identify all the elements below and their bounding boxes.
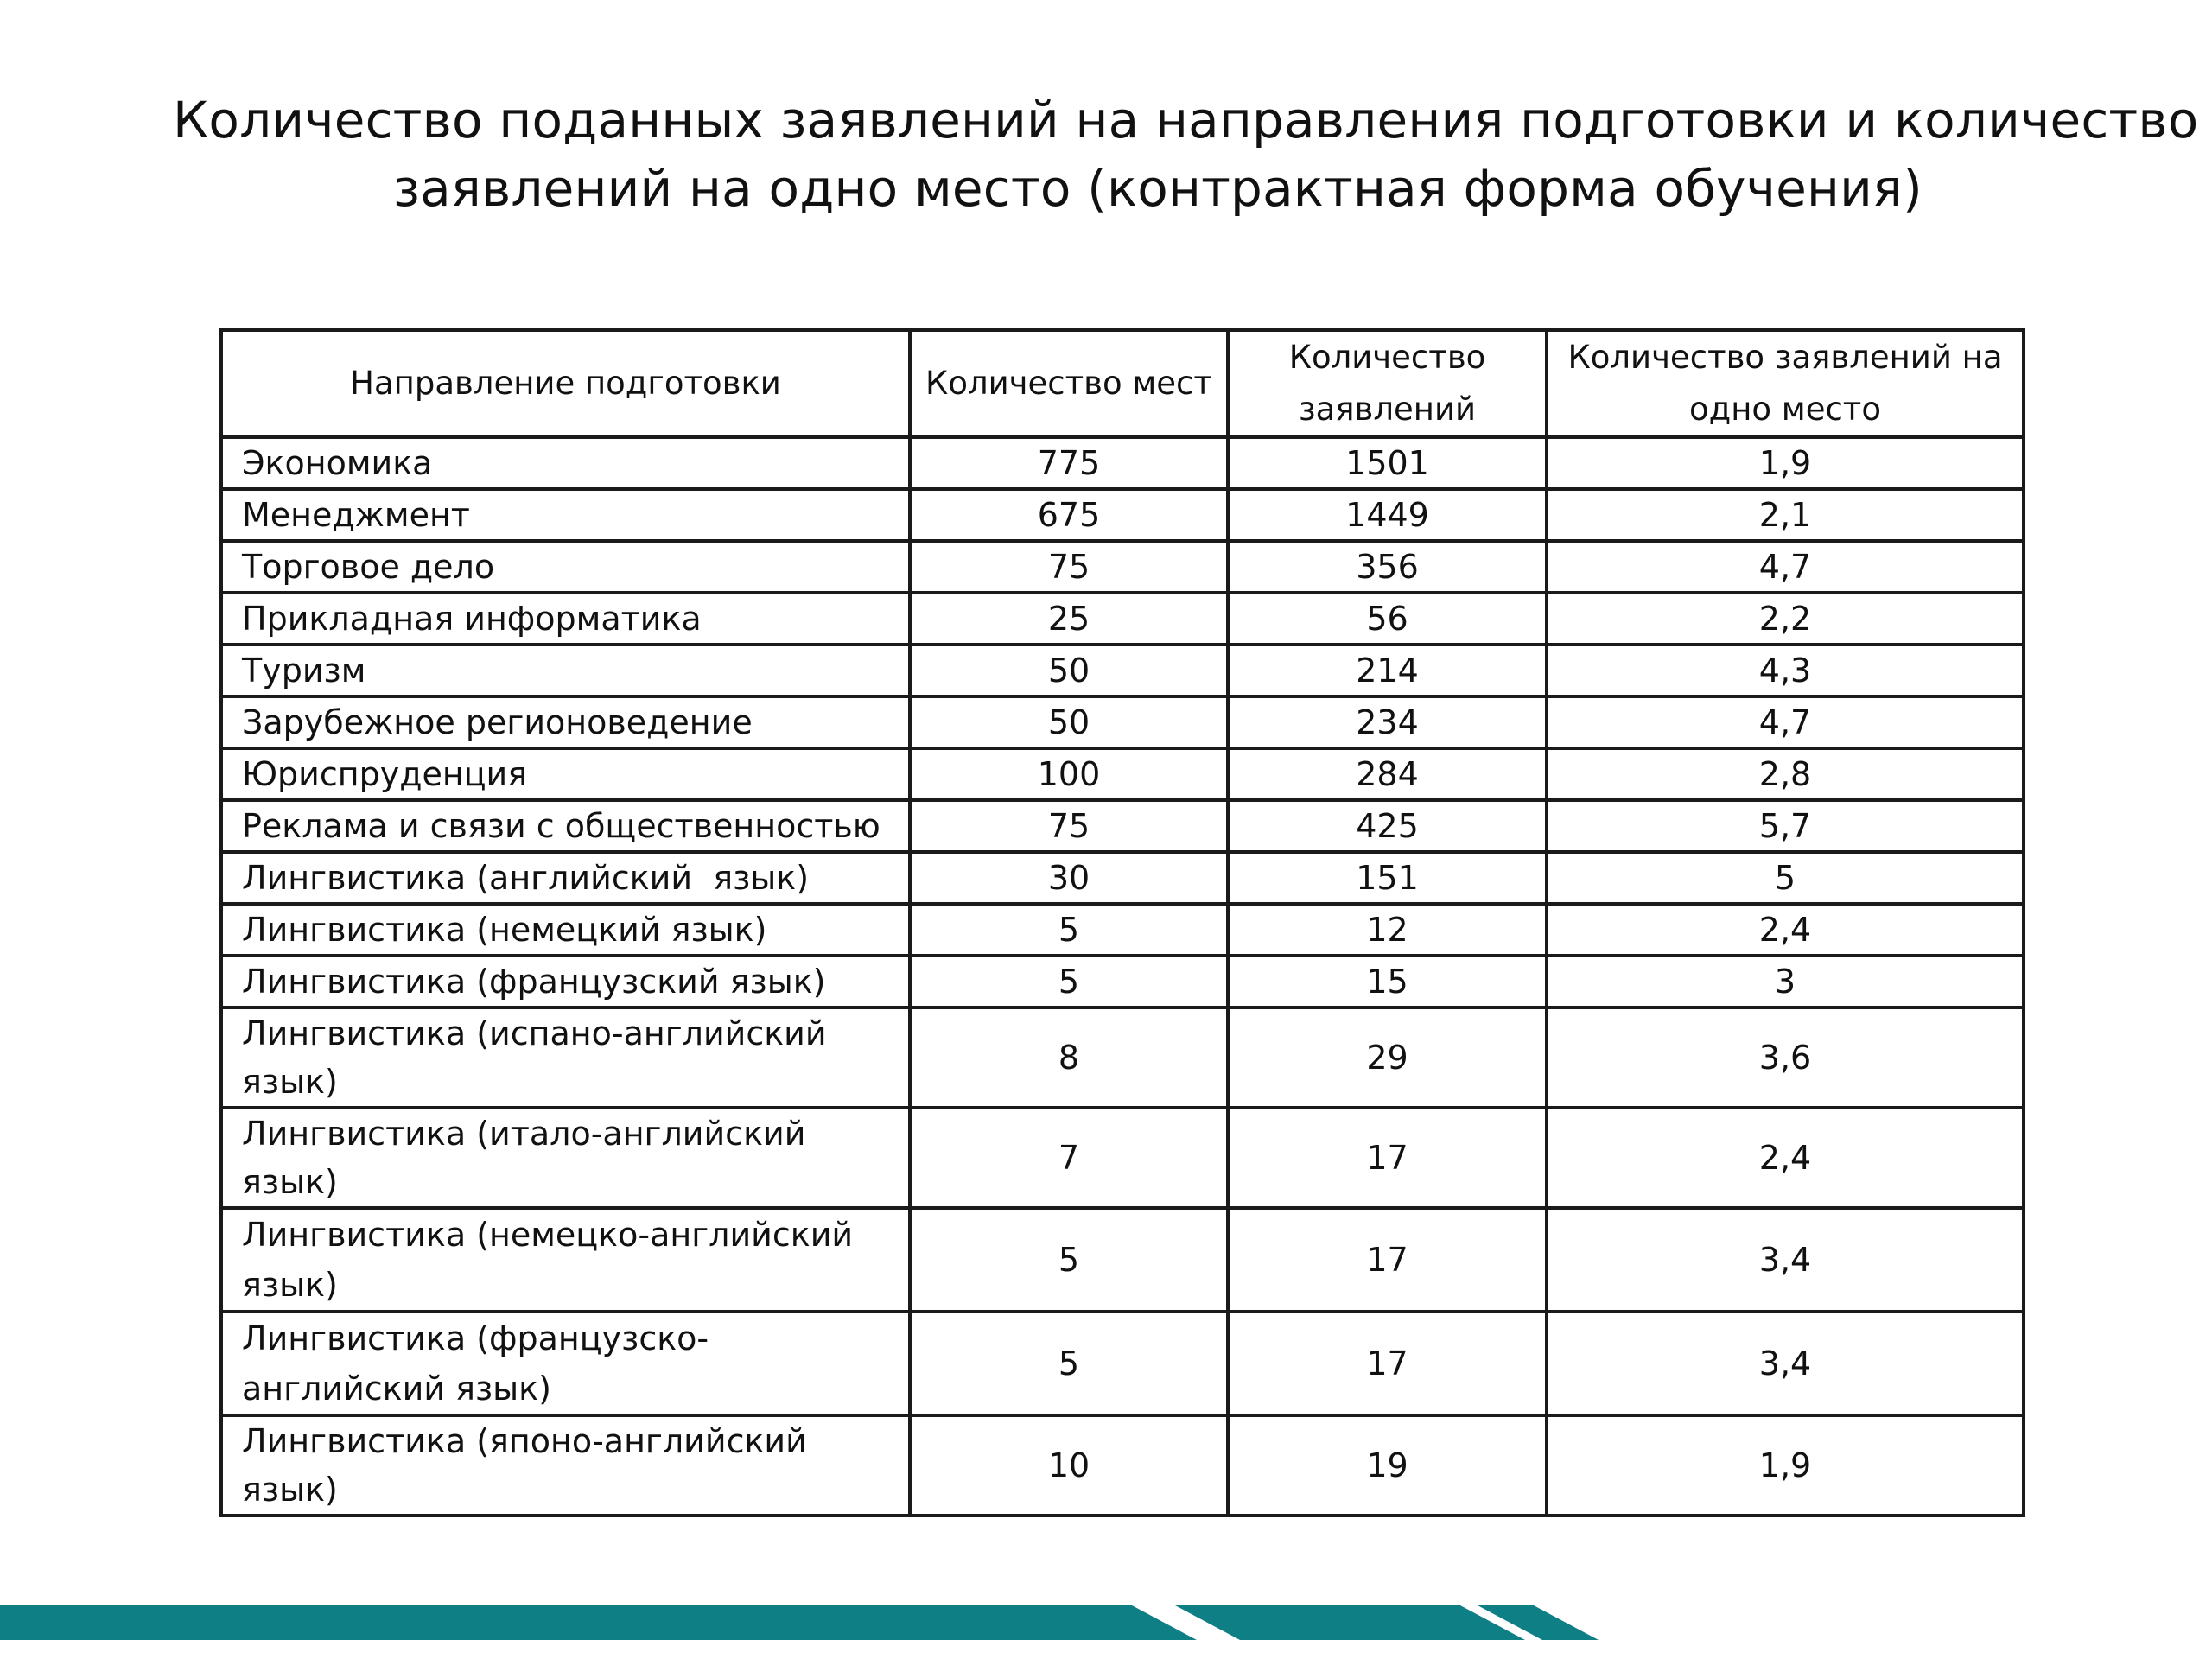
header-direction: Направление подготовки <box>221 330 910 437</box>
cell-direction: Лингвистика (японо-английский язык) <box>221 1415 910 1516</box>
table-row <box>221 645 2024 696</box>
table-row <box>221 904 2024 956</box>
cell-per-place: 2,4 <box>1547 1108 2024 1208</box>
table-row <box>221 1208 2024 1312</box>
cell-places: 75 <box>910 800 1228 852</box>
cell-per-place: 1,9 <box>1547 437 2024 489</box>
cell-applications: 12 <box>1228 904 1547 956</box>
cell-direction: Прикладная информатика <box>221 593 910 645</box>
table-row <box>221 1312 2024 1415</box>
cell-places: 775 <box>910 437 1228 489</box>
cell-places: 30 <box>910 852 1228 904</box>
footer-stripe-2 <box>1175 1605 1525 1640</box>
cell-places: 75 <box>910 541 1228 593</box>
table-row <box>221 593 2024 645</box>
cell-places: 5 <box>910 1208 1228 1312</box>
cell-per-place: 3 <box>1547 956 2024 1007</box>
cell-applications: 56 <box>1228 593 1547 645</box>
cell-direction: Юриспруденция <box>221 748 910 800</box>
cell-direction: Лингвистика (французский язык) <box>221 956 910 1007</box>
cell-applications: 151 <box>1228 852 1547 904</box>
cell-direction: Лингвистика (итало-английский язык) <box>221 1108 910 1208</box>
cell-per-place: 4,7 <box>1547 696 2024 748</box>
header-applications: Количество заявлений <box>1228 330 1547 437</box>
cell-direction: Экономика <box>221 437 910 489</box>
cell-places: 5 <box>910 956 1228 1007</box>
page-title <box>173 86 2199 223</box>
cell-applications: 19 <box>1228 1415 1547 1516</box>
cell-applications: 1449 <box>1228 489 1547 541</box>
header-per-place: Количество заявлений на одно место <box>1547 330 2024 437</box>
cell-per-place: 5 <box>1547 852 2024 904</box>
table-header-row <box>221 330 2024 437</box>
table-row <box>221 541 2024 593</box>
cell-places: 50 <box>910 696 1228 748</box>
cell-applications: 284 <box>1228 748 1547 800</box>
title-line-1: Количество поданных заявлений на направления подготовки и количество <box>173 91 2199 149</box>
cell-direction: Менеджмент <box>221 489 910 541</box>
cell-direction: Лингвистика (французско-английский язык) <box>221 1312 910 1415</box>
cell-places: 8 <box>910 1007 1228 1108</box>
cell-per-place: 3,4 <box>1547 1208 2024 1312</box>
cell-per-place: 5,7 <box>1547 800 2024 852</box>
cell-applications: 15 <box>1228 956 1547 1007</box>
cell-applications: 234 <box>1228 696 1547 748</box>
cell-per-place: 1,9 <box>1547 1415 2024 1516</box>
cell-direction: Торговое дело <box>221 541 910 593</box>
cell-places: 5 <box>910 904 1228 956</box>
cell-per-place: 2,8 <box>1547 748 2024 800</box>
cell-direction: Зарубежное регионоведение <box>221 696 910 748</box>
header-places: Количество мест <box>910 330 1228 437</box>
cell-direction: Реклама и связи с общественностью <box>221 800 910 852</box>
cell-per-place: 3,6 <box>1547 1007 2024 1108</box>
cell-places: 25 <box>910 593 1228 645</box>
cell-places: 7 <box>910 1108 1228 1208</box>
table-row <box>221 956 2024 1007</box>
cell-per-place: 3,4 <box>1547 1312 2024 1415</box>
cell-applications: 17 <box>1228 1208 1547 1312</box>
table-row <box>221 1007 2024 1108</box>
table-row <box>221 1108 2024 1208</box>
table-row <box>221 489 2024 541</box>
cell-places: 10 <box>910 1415 1228 1516</box>
cell-places: 50 <box>910 645 1228 696</box>
footer-stripe-1 <box>0 1605 1197 1640</box>
cell-applications: 1501 <box>1228 437 1547 489</box>
cell-per-place: 4,3 <box>1547 645 2024 696</box>
cell-direction: Лингвистика (английский язык) <box>221 852 910 904</box>
table-row <box>221 800 2024 852</box>
cell-per-place: 2,2 <box>1547 593 2024 645</box>
cell-applications: 214 <box>1228 645 1547 696</box>
cell-per-place: 2,1 <box>1547 489 2024 541</box>
cell-direction: Лингвистика (немецкий язык) <box>221 904 910 956</box>
table-row <box>221 1415 2024 1516</box>
cell-per-place: 4,7 <box>1547 541 2024 593</box>
cell-direction: Лингвистика (немецко-английский язык) <box>221 1208 910 1312</box>
table-row <box>221 852 2024 904</box>
table-row <box>221 696 2024 748</box>
cell-per-place: 2,4 <box>1547 904 2024 956</box>
cell-places: 675 <box>910 489 1228 541</box>
cell-applications: 425 <box>1228 800 1547 852</box>
cell-direction: Туризм <box>221 645 910 696</box>
title-line-2: заявлений на одно место (контрактная форма обучения) <box>393 159 1923 218</box>
cell-places: 5 <box>910 1312 1228 1415</box>
cell-applications: 17 <box>1228 1312 1547 1415</box>
cell-places: 100 <box>910 748 1228 800</box>
cell-applications: 29 <box>1228 1007 1547 1108</box>
cell-applications: 17 <box>1228 1108 1547 1208</box>
applications-table <box>219 328 2025 1517</box>
cell-applications: 356 <box>1228 541 1547 593</box>
cell-direction: Лингвистика (испано-английский язык) <box>221 1007 910 1108</box>
footer-decorative-band <box>0 1605 1599 1640</box>
table-row <box>221 437 2024 489</box>
table-row <box>221 748 2024 800</box>
